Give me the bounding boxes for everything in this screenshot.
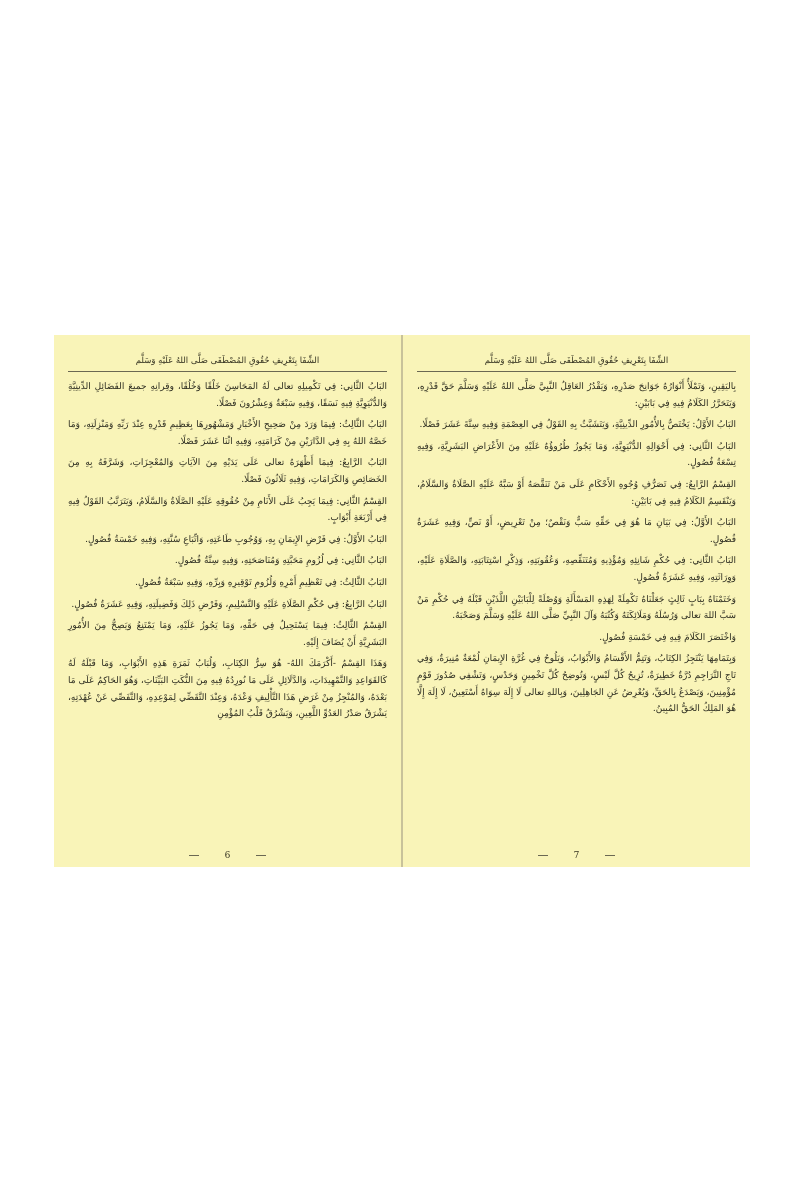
paragraph: البَابُ الثَّانِي: فِي لُزُومِ مَحَبَّتِهِ وَمُنَاصَحَتِهِ، وَفِيهِ سِتَّةُ فُصُولٍ. — [174, 556, 387, 567]
paragraph: القِسْمُ الثَّالِثُ: فِيمَا يَسْتَحِيلُ فِي حَقِّهِ، وَمَا يَجُوزُ عَلَيْهِ، وَمَا يَمْتَنِعُ وَيَصِحُّ مِنَ الأُمُورِ البَشَرِيَّةِ أَنْ يُضَافَ إِلَيْهِ. — [68, 621, 387, 648]
paragraph: البَابُ الثَّانِي: فِي أَحْوَالِهِ الدُّنْيَوِيَّةِ، وَمَا يَجُوزُ طُرُوؤُهُ عَلَيْهِ مِنَ الأَعْرَاضِ البَشَرِيَّةِ، وَفِيهِ تِسْعَةُ فُصُولٍ. — [417, 441, 736, 469]
paragraph: وَاخْتَصَرَ الكَلَامَ فِيهِ فِي خَمْسَةِ فُصُولٍ. — [599, 632, 736, 643]
running-header: الشِّفَا بِتَعْرِيفِ حُقُوقِ المُصْطَفَى صَلَّى اللهُ عَلَيْهِ وَسَلَّم — [68, 355, 387, 372]
paragraph: وَخَتَمْنَاهُ بِبَابٍ ثَالِثٍ جَعَلْنَاهُ تَكْمِلَةً لِهَذِهِ المَسْأَلَةِ وَوُصْلَةً لِلْبَابَيْنِ اللَّذَيْنِ قَبْلَهُ فِي حُكْمِ مَنْ سَبَّ اللهَ تعالى وَرُسُلَهُ وَمَلَائِكَتَهُ وَكُتُبَهُ وَآلَ النَّبِيِّ صَلَّى اللهُ عَلَيْهِ وَسَلَّمَ وَصَحْبَهُ. — [417, 594, 736, 622]
page-number-text: 6 — [224, 851, 231, 861]
ornament-dash — [189, 855, 199, 856]
paragraph: بِاليَقِينِ، وَتَمْلَأُ أَنْوَارُهُ جَوَانِحَ صَدْرِهِ، وَيَقْدُرُ العَاقِلُ النَّبِيَّ صَلَّى اللهُ عَلَيْهِ وَسَلَّمَ حَقَّ قَدْرِهِ، وَيَتَحَرَّرُ الكَلَامُ فِيهِ فِي بَابَيْنِ: — [417, 382, 736, 409]
ornament-dash — [256, 855, 266, 856]
ornament-dash — [605, 855, 615, 856]
paragraph: البَابُ الثَّانِي: فِي تَكْمِيلِهِ تعالى لَهُ المَحَاسِنَ خَلْقًا وَخُلُقًا، وقِرانِهِ جميعَ الفَضَائِلِ الدِّينِيَّةِ وَالدُّنْيَوِيَّةِ فِيهِ نَسَقًا، وَفِيهِ سَبْعَةٌ وَعِشْرُونَ فَصْلًا. — [68, 382, 387, 409]
paragraph: البَابُ الأَوَّلُ: يَخْتَصُّ بِالأُمُورِ الدِّينِيَّةِ، وَيَتَشَبَّثُ بِهِ القَوْلُ فِي العِصْمَةِ وَفِيهِ سِتَّةَ عَشَرَ فَصْلًا. — [419, 420, 736, 431]
paragraph: البَابُ الأَوَّلُ: فِي فَرْضِ الإِيمَانِ بِهِ، وَوُجُوبِ طَاعَتِهِ، وَاتِّبَاعِ سُنَّتِهِ، وَفِيهِ خَمْسَةُ فُصُولٍ. — [85, 534, 387, 545]
paragraph: البَابُ الرَّابِعُ: فِي حُكْمِ الصَّلَاةِ عَلَيْهِ وَالتَّسْلِيمِ، وَفَرْضِ ذَلِكَ وَفَضِيلَتِهِ، وَفِيهِ عَشَرَةُ فُصُولٍ. — [71, 599, 387, 610]
page-number — [403, 851, 750, 861]
ornament-dash — [538, 855, 548, 856]
paragraph: وَهَذَا القِسْمُ -أَكْرَمَكَ اللهُ- هُوَ سِرُّ الكِتَابِ، وَلُبَابُ ثَمَرَةِ هَذِهِ الأَبْوَابِ، وَمَا قَبْلَهُ لَهُ كَالقَوَاعِدِ وَالتَّمْهِيدَاتِ، وَالدَّلَائِلِ عَلَى مَا نُورِدُهُ فِيهِ مِنَ النُّكَتِ البَيِّنَاتِ، وَهُوَ الحَاكِمُ عَلَى مَا بَعْدَهُ، وَالمُنْجِزُ مِنْ غَرَضِ هَذَا التَّأْلِيفِ وَعْدَهُ، وَعِنْدَ التَّقَضِّي لِمَوْعِدِهِ، وَالتَّفَصِّي عَنْ عُهْدَتِهِ، يَشْرَقُ صَدْرُ العَدُوِّ اللَّعِينِ، وَيَشْرُقُ قَلْبُ المُؤْمِنِ — [68, 659, 387, 720]
left-page — [54, 335, 401, 867]
page-number-text: 7 — [573, 851, 580, 861]
book-spread — [54, 335, 750, 867]
paragraph: البَابُ الثَّانِي: فِي حُكْمِ شَانِئِهِ وَمُؤْذِيهِ وَمُتَنَقِّصِهِ، وَعُقُوبَتِهِ، وَذِكْرِ اسْتِتَابَتِهِ، وَالصَّلَاةِ عَلَيْهِ، وَوِرَاثَتِهِ، وَفِيهِ عَشَرَةُ فُصُولٍ. — [417, 556, 736, 583]
page-number — [54, 851, 401, 861]
paragraph: البَابُ الثَّالِثُ: فِيمَا وَرَدَ مِنْ صَحِيحِ الأَخْبَارِ وَمَشْهُورِهَا بِعَظِيمِ قَدْرِهِ عِنْدَ رَبِّهِ وَمَنْزِلَتِهِ، وَمَا خَصَّهُ اللهُ بِهِ فِي الدَّارَيْنِ مِنْ كَرَامَتِهِ، وَفِيهِ اثْنَا عَشَرَ فَصْلًا. — [68, 420, 387, 447]
paragraph: القِسْمُ الثَّانِي: فِيمَا يَجِبُ عَلَى الأَنَامِ مِنْ حُقُوقِهِ عَلَيْهِ الصَّلَاةُ وَالسَّلَامُ، وَيَتَرَتَّبُ القَوْلُ فِيهِ فِي أَرْبَعَةِ أَبْوَابٍ. — [68, 496, 387, 524]
running-header: الشِّفَا بِتَعْرِيفِ حُقُوقِ المُصْطَفَى صَلَّى اللهُ عَلَيْهِ وَسَلَّم — [417, 355, 736, 372]
paragraph: وَبِتَمَامِهَا يَنْتَجِزُ الكِتَابُ، وَتَتِمُّ الأَقْسَامُ وَالأَبْوَابُ، وَيَلُوحُ فِي غُرَّةِ الإِيمَانِ لُمْعَةٌ مُنِيرَةٌ، وَفِي تَاجِ التَّرَاجِمِ دُرَّةٌ خَطِيرَةٌ، تُزِيحُ كُلَّ لَبْسٍ، وَتُوضِحُ كُلَّ تَخْمِينٍ وَحَدْسٍ، وَتَشْفِي صُدُورَ قَوْمٍ مُؤْمِنِينَ، وَيَصْدَعُ بِالحَقِّ، وَيُعْرِضُ عَنِ الجَاهِلِينَ، وَبِاللهِ تعالى لَا إِلَهَ سِوَاهُ أَسْتَعِينُ، لَا إِلَهَ إِلَّا هُوَ المَلِكُ الحَقُّ المُبِينُ. — [417, 654, 736, 715]
paragraph: القِسْمُ الرَّابِعُ: فِي تَصَرُّفِ وُجُوهِ الأَحْكَامِ عَلَى مَنْ تَنَقَّصَهُ أَوْ سَبَّهُ عَلَيْهِ الصَّلَاةُ وَالسَّلَامُ، وَيَنْقَسِمُ الكَلَامُ فِيهِ فِي بَابَيْنِ: — [417, 479, 736, 507]
right-page — [403, 335, 750, 867]
paragraph: البَابُ الثَّالِثُ: فِي تَعْظِيمِ أَمْرِهِ وَلُزُومِ تَوْقِيرِهِ وَبِرِّهِ، وَفِيهِ سَبْعَةُ فُصُولٍ. — [135, 577, 387, 588]
paragraph: البَابُ الرَّابِعُ: فِيمَا أَظْهَرَهُ تعالى عَلَى يَدَيْهِ مِنَ الآيَاتِ وَالمُعْجِزَاتِ، وَشَرَّفَهُ بِهِ مِنَ الخَصَائِصِ وَالكَرَامَاتِ، وَفِيهِ ثَلَاثُونَ فَصْلًا. — [68, 458, 387, 485]
paragraph: البَابُ الأَوَّلُ: فِي بَيَانِ مَا هُوَ فِي حَقِّهِ سَبٌّ وَنَقْصٌ؛ مِنْ تَعْرِيضٍ، أَوْ نَصٍّ، وَفِيهِ عَشَرَةُ فُصُولٍ. — [417, 518, 736, 545]
